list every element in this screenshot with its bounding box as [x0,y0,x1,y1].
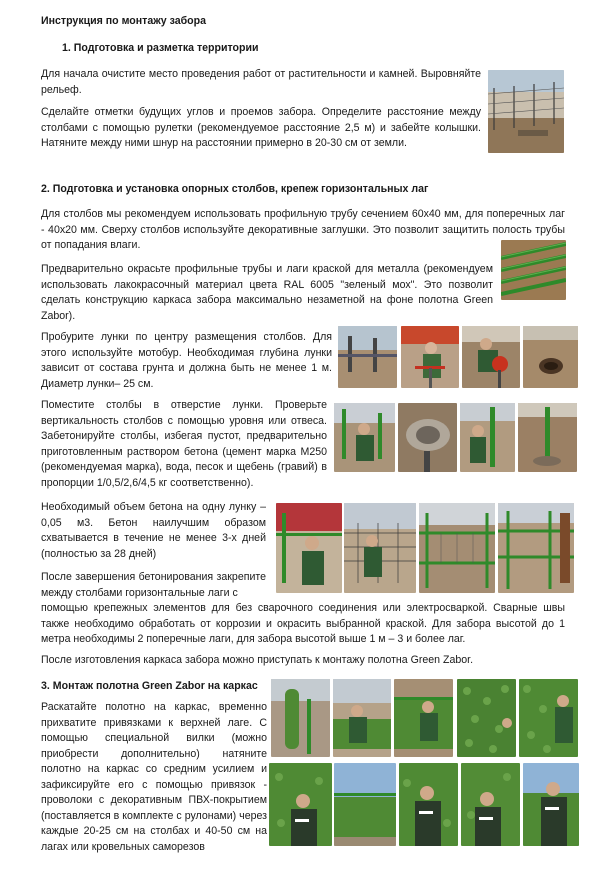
photo-worker-hedge-3 [461,763,520,846]
photo-mesh-hedge-wall [457,679,516,757]
photo-rail-worker [276,503,342,593]
photo-install-post [334,403,395,472]
section-2-paragraph-6b: помощью крепежных элементов для без сварочного соединения или электросваркой. Сварные швы также необходимо обработать от коррозии и окрасить выбранной краской. Для забора высотой до 1 метра необходимы 2 поперечные лаги, для забора высотой выше 1 м – 3 и более лаг. [41,602,565,645]
document-title: Инструкция по монтажу забора [41,15,206,27]
photo-rail-frame [419,503,495,593]
photo-drill-worker [401,326,459,388]
section-2-heading: 2. Подготовка и установка опорных столбов, крепеж горизонтальных лаг [41,183,429,195]
section-2-paragraph-3: Пробурите лунки по центру размещения столбов. Для этого используйте мотобур. Необходимая глубина лунки зависит от состава грунта и должна быть не менее 1 м. Диаметр лунки– 25 см. [41,331,332,390]
section-1-paragraph-2: Сделайте отметки будущих углов и проемов забора. Определите расстояние между столбами с помощью рулетки (рекомендуемое расстояние 2,5 м) и забейте колышки. Натяните между ними шнур на расстоянии примерно в 20-30 см от земли. [41,106,481,149]
photo-drilled-hole [523,326,578,388]
photo-motor-drill [462,326,520,388]
photo-rail-finished-frame [498,503,574,593]
photo-mesh-tension [519,679,578,757]
photo-drill-site [338,326,397,388]
photo-worker-hedge-4 [523,763,579,846]
section-2-paragraph-5: Необходимый объем бетона на одну лунку – 0,05 м3. Бетон наилучшим образом схватывается в течение не менее 3-х дней (полностью за 28 дней) [41,501,266,560]
section-1-heading: 1. Подготовка и разметка территории [62,42,259,54]
section-2-paragraph-6a: После завершения бетонирования закрепите между столбами горизонтальные лаги с [41,571,266,599]
photo-concrete-mixer [398,403,457,472]
section-2-paragraph-4: Поместите столбы в отверстие лунки. Проверьте вертикальность столбов с помощью уровня или отвеса. Забетонируйте столбы, избегая пустот, предварительно приготовленным раствором бетона (цемент марка М250 (рекомендуемая марка), вода, песок и щебень (гравий) в пропорции 1/0,5/2,6/4,5 кг соответственно). [41,399,327,489]
section-2-paragraph-2: Предварительно окрасьте профильные трубы и лаги краской для металла (рекомендуем использовать лакокрасочный материал цвета RAL 6005 "зеленый мох". Это позволит сделать конструкцию каркаса забора максимально незаметной на фоне полотна Green Zabor). [41,263,493,322]
photo-rail-welding [344,503,416,593]
photo-worker-hedge-2 [399,763,458,846]
photo-mesh-unroll [333,679,391,757]
photo-worker-hedge-1 [269,763,332,846]
photo-concreted-post [518,403,577,472]
photo-mesh-roll [271,679,330,757]
photo-fence-frame-site [488,70,564,153]
photo-hedge-fence-street [334,763,396,846]
section-3-heading: 3. Монтаж полотна Green Zabor на каркас [41,680,258,692]
photo-level-check [460,403,515,472]
section-3-paragraph-1: Раскатайте полотно на каркас, временно прихватите привязками к верхней лаге. С помощью специальной вилки (можно приобрести дополнительно) натяните полотно на каркас со средним усилием и зафиксируйте его с помощью привязок - проволоки с декоративным ПВХ-покрытием (поставляется в комплекте с рулонами) через каждые 20-25 см на столбах и 40-50 см на лагах или кровельных саморезов [41,701,267,853]
section-1-paragraph-1: Для начала очистите место проведения работ от растительности и камней. Выровняйте рельеф. [41,68,481,96]
photo-mesh-attach-top [394,679,453,757]
section-2-paragraph-1: Для столбов мы рекомендуем использовать профильную трубу сечением 60х40 мм, для поперечных лаг - 40х20 мм. Сверху столбов используйте декоративные заглушки. Это позволит защитить полость трубы от попадания влаги. [41,208,565,251]
section-2-paragraph-7: После изготовления каркаса забора можно приступать к монтажу полотна Green Zabor. [41,654,474,666]
photo-green-pipes [501,240,566,300]
